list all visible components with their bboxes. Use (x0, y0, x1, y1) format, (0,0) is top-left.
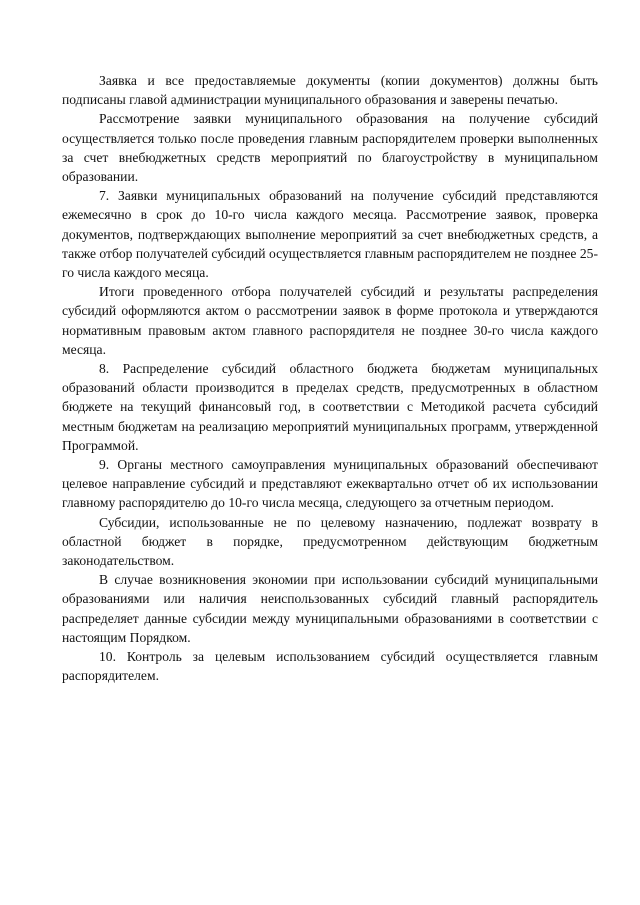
paragraph-signature-requirement: Заявка и все предоставляемые документы (копии документов) должны быть подписаны главой администрации муниципального образования и заверены печатью. (62, 73, 598, 108)
paragraph-item-10-control: 10. Контроль за целевым использованием субсидий осуществляется главным распорядителем. (62, 649, 598, 684)
document-body (62, 71, 598, 686)
paragraph-item-8-distribution: 8. Распределение субсидий областного бюджета бюджетам муниципальных образований области производится в пределах средств, предусмотренных в областном бюджете на текущий финансовый год, в соответствии с Методикой расчета субсидий местным бюджетам на реализацию мероприятий муниципальных программ, утвержденной Программой. (62, 361, 598, 453)
paragraph-misuse-refund: Субсидии, использованные не по целевому назначению, подлежат возврату в областной бюджет в порядке, предусмотренном действующим бюджетным законодательством. (62, 514, 598, 569)
paragraph-item-7-applications: 7. Заявки муниципальных образований на получение субсидий представляются ежемесячно в срок до 10-го числа каждого месяца. Рассмотрение заявок, проверка документов, подтверждающих выполнение мероприятий за счет внебюджетных средств, а также отбор получателей субсидий осуществляется главным распорядителем не позднее 25-го числа каждого месяца. (62, 188, 598, 281)
paragraph-selection-results: Итоги проведенного отбора получателей субсидий и результаты распределения субсидий оформляются актом о рассмотрении заявок в форме протокола и утверждаются нормативным правовым актом главного распорядителя не позднее 30-го числа каждого месяца. (62, 284, 598, 357)
paragraph-application-review: Рассмотрение заявки муниципального образования на получение субсидий осуществляется только после проведения главным распорядителем проверки выполненных за счет внебюджетных средств мероприятий по благоустройству в муниципальном образовании. (62, 111, 598, 185)
paragraph-item-9-reporting: 9. Органы местного самоуправления муниципальных образований обеспечивают целевое направление субсидий и представляют ежеквартально отчет об их использовании главному распорядителю до 10-го числа месяца, следующего за отчетным периодом. (62, 457, 598, 511)
paragraph-savings-redistribution: В случае возникновения экономии при использовании субсидий муниципальными образованиями или наличия неиспользованных субсидий главный распорядитель распределяет данные субсидии между муниципальными образованиями в соответствии с настоящим Порядком. (62, 572, 598, 645)
